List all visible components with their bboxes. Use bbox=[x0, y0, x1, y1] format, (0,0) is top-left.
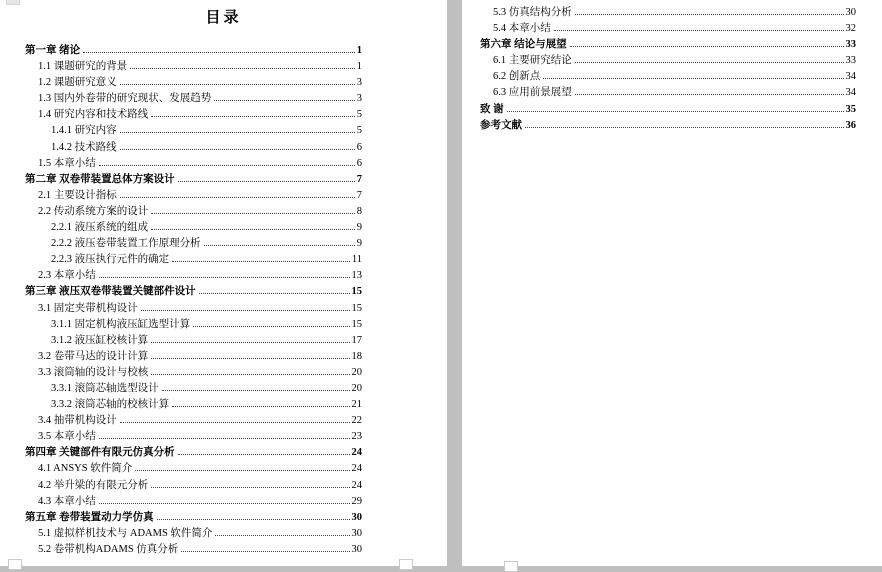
toc-entry-page-number: 30 bbox=[351, 527, 362, 539]
toc-entry[interactable] bbox=[480, 37, 856, 53]
toc-entry-text: 5.1 虚拟样机技术与 ADAMS 软件简介 bbox=[38, 527, 213, 539]
dot-leader bbox=[178, 453, 350, 455]
toc-entry-text: 5.2 卷带机构ADAMS 仿真分析 bbox=[38, 543, 179, 555]
toc-entry[interactable] bbox=[25, 494, 362, 510]
dot-leader bbox=[99, 276, 350, 278]
toc-entry-text: 1.4 研究内容和技术路线 bbox=[38, 109, 149, 121]
toc-entry-text: 第四章 关键部件有限元仿真分析 bbox=[25, 447, 175, 459]
dot-leader bbox=[543, 77, 843, 79]
toc-title[interactable]: 目录 bbox=[205, 10, 242, 26]
toc-entry-page-number: 15 bbox=[351, 318, 362, 330]
dot-leader bbox=[575, 61, 844, 63]
toc-entry[interactable] bbox=[25, 397, 362, 413]
toc-entry-page-number: 3 bbox=[356, 93, 362, 105]
toc-entry-page-number: 35 bbox=[845, 103, 856, 115]
toc-entry-page-number: 7 bbox=[356, 173, 362, 185]
toc-entry[interactable] bbox=[25, 204, 362, 220]
toc-entry-page-number: 8 bbox=[356, 205, 362, 217]
toc-entry-page-number: 23 bbox=[351, 431, 362, 443]
toc-entry-page-number: 34 bbox=[845, 71, 856, 83]
toc-entry-text: 1.4.2 技术路线 bbox=[51, 141, 117, 153]
toc-entry-page-number: 20 bbox=[351, 382, 362, 394]
dot-leader bbox=[151, 486, 349, 488]
toc-entry-page-number: 34 bbox=[845, 87, 856, 99]
dot-leader bbox=[83, 51, 355, 53]
toc-entry-text: 3.5 本章小结 bbox=[38, 431, 96, 443]
toc-list-left bbox=[0, 43, 447, 558]
dot-leader bbox=[575, 13, 844, 15]
toc-entry-page-number: 9 bbox=[356, 222, 362, 234]
toc-entry-page-number: 3 bbox=[356, 77, 362, 89]
toc-entry-text: 5.3 仿真结构分析 bbox=[493, 7, 572, 18]
toc-entry-text: 3.2 卷带马达的设计计算 bbox=[38, 350, 149, 362]
toc-entry-page-number: 15 bbox=[351, 286, 362, 298]
toc-entry-text: 2.2.2 液压卷带装置工作原理分析 bbox=[51, 238, 201, 250]
toc-entry[interactable] bbox=[480, 102, 856, 118]
dot-leader bbox=[181, 550, 349, 552]
dot-leader bbox=[575, 93, 844, 95]
toc-entry[interactable] bbox=[480, 69, 856, 85]
dot-leader bbox=[554, 29, 844, 31]
toc-entry-text: 3.3 滚筒轴的设计与校核 bbox=[38, 366, 149, 378]
toc-entry[interactable] bbox=[25, 188, 362, 204]
toc-entry[interactable] bbox=[25, 526, 362, 542]
toc-entry-page-number: 13 bbox=[351, 270, 362, 282]
dot-leader bbox=[178, 180, 355, 182]
toc-entry[interactable] bbox=[25, 317, 362, 333]
toc-entry-page-number: 30 bbox=[845, 7, 856, 18]
toc-entry[interactable] bbox=[25, 107, 362, 123]
toc-entry[interactable] bbox=[25, 478, 362, 494]
toc-entry-text: 致 谢 bbox=[480, 103, 504, 115]
toc-entry-text: 2.2 传动系统方案的设计 bbox=[38, 205, 149, 217]
toc-entry-text: 2.1 主要设计指标 bbox=[38, 189, 117, 201]
toc-entry-text: 1.3 国内外卷带的研究现状、发展趋势 bbox=[38, 93, 212, 105]
toc-entry-text: 3.1.1 固定机构液压缸选型计算 bbox=[51, 318, 191, 330]
page-margin-mark bbox=[6, 0, 20, 5]
page-margin-mark bbox=[8, 559, 22, 570]
dot-leader bbox=[120, 131, 355, 133]
dot-leader bbox=[193, 325, 349, 327]
toc-entry[interactable] bbox=[25, 59, 362, 75]
dot-leader bbox=[199, 292, 350, 294]
toc-entry[interactable] bbox=[480, 118, 856, 134]
toc-entry-text: 第三章 液压双卷带装置关键部件设计 bbox=[25, 286, 196, 298]
toc-entry[interactable] bbox=[25, 413, 362, 429]
document-page-right bbox=[462, 0, 882, 566]
toc-entry-page-number: 1 bbox=[356, 45, 362, 56]
toc-entry-page-number: 15 bbox=[351, 302, 362, 314]
toc-entry[interactable] bbox=[25, 91, 362, 107]
dot-leader bbox=[151, 341, 349, 343]
dot-leader bbox=[507, 110, 844, 112]
toc-entry[interactable] bbox=[25, 172, 362, 188]
dot-leader bbox=[99, 164, 355, 166]
toc-entry-text: 4.1 ANSYS 软件简介 bbox=[38, 463, 133, 475]
toc-entry-page-number: 18 bbox=[351, 350, 362, 362]
toc-entry-page-number: 30 bbox=[351, 543, 362, 555]
toc-entry-text: 2.3 本章小结 bbox=[38, 270, 96, 282]
toc-entry[interactable] bbox=[25, 252, 362, 268]
toc-entry[interactable] bbox=[25, 381, 362, 397]
toc-entry-page-number: 24 bbox=[351, 463, 362, 475]
toc-entry-text: 3.3.1 滚筒芯轴选型设计 bbox=[51, 382, 159, 394]
toc-entry-page-number: 1 bbox=[356, 61, 362, 73]
toc-entry-text: 3.1.2 液压缸校核计算 bbox=[51, 334, 149, 346]
dot-leader bbox=[151, 373, 349, 375]
toc-entry[interactable] bbox=[25, 140, 362, 156]
toc-entry[interactable] bbox=[25, 43, 362, 59]
toc-entry-text: 3.4 抽带机构设计 bbox=[38, 415, 117, 427]
toc-entry-page-number: 5 bbox=[356, 125, 362, 137]
dot-leader bbox=[162, 389, 350, 391]
toc-entry-page-number: 9 bbox=[356, 238, 362, 250]
toc-entry-text: 6.1 主要研究结论 bbox=[493, 55, 572, 67]
dot-leader bbox=[120, 148, 355, 150]
dot-leader bbox=[141, 309, 350, 311]
page-margin-mark bbox=[504, 561, 518, 572]
toc-entry-text: 6.2 创新点 bbox=[493, 71, 541, 83]
toc-entry[interactable] bbox=[480, 53, 856, 69]
toc-entry[interactable] bbox=[25, 542, 362, 558]
toc-entry[interactable] bbox=[25, 236, 362, 252]
dot-leader bbox=[525, 126, 844, 128]
toc-entry[interactable] bbox=[480, 85, 856, 101]
dot-leader bbox=[99, 437, 350, 439]
toc-entry-page-number: 5 bbox=[356, 109, 362, 121]
toc-entry-page-number: 6 bbox=[356, 157, 362, 169]
toc-entry[interactable] bbox=[25, 75, 362, 91]
dot-leader bbox=[151, 212, 355, 214]
toc-entry[interactable] bbox=[25, 445, 362, 461]
toc-entry-text: 1.4.1 研究内容 bbox=[51, 125, 117, 137]
dot-leader bbox=[214, 99, 355, 101]
toc-entry[interactable] bbox=[25, 349, 362, 365]
toc-list-right bbox=[462, 0, 882, 134]
dot-leader bbox=[157, 518, 350, 520]
toc-entry-page-number: 7 bbox=[356, 189, 362, 201]
toc-entry-text: 5.4 本章小结 bbox=[493, 23, 551, 35]
toc-entry-text: 1.2 课题研究意义 bbox=[38, 77, 117, 89]
dot-leader bbox=[135, 469, 349, 471]
toc-entry[interactable] bbox=[480, 21, 856, 37]
toc-entry-page-number: 30 bbox=[351, 511, 362, 523]
toc-entry[interactable] bbox=[25, 510, 362, 526]
dot-leader bbox=[172, 260, 350, 262]
toc-entry[interactable] bbox=[480, 5, 856, 21]
dot-leader bbox=[120, 421, 350, 423]
dot-leader bbox=[172, 405, 349, 407]
toc-entry-page-number: 6 bbox=[356, 141, 362, 153]
toc-entry[interactable] bbox=[25, 301, 362, 317]
toc-entry-page-number: 36 bbox=[845, 119, 856, 131]
toc-entry[interactable] bbox=[25, 461, 362, 477]
page-margin-mark bbox=[399, 559, 413, 570]
dot-leader bbox=[120, 196, 355, 198]
dot-leader bbox=[151, 228, 355, 230]
toc-entry-text: 4.2 举升梁的有限元分析 bbox=[38, 479, 149, 491]
toc-entry-text: 1.5 本章小结 bbox=[38, 157, 96, 169]
toc-entry-text: 2.2.1 液压系统的组成 bbox=[51, 222, 149, 234]
toc-entry[interactable] bbox=[25, 333, 362, 349]
toc-entry-page-number: 17 bbox=[351, 334, 362, 346]
dot-leader bbox=[120, 83, 355, 85]
toc-entry-page-number: 32 bbox=[845, 23, 856, 35]
toc-entry[interactable] bbox=[25, 284, 362, 300]
toc-entry-text: 4.3 本章小结 bbox=[38, 495, 96, 507]
toc-entry-page-number: 33 bbox=[845, 55, 856, 67]
toc-entry-page-number: 24 bbox=[351, 447, 362, 459]
toc-entry-text: 2.2.3 液压执行元件的确定 bbox=[51, 254, 170, 266]
toc-entry[interactable] bbox=[25, 156, 362, 172]
toc-entry-text: 第二章 双卷带装置总体方案设计 bbox=[25, 173, 175, 185]
toc-entry-page-number: 11 bbox=[351, 254, 362, 266]
toc-entry[interactable] bbox=[25, 268, 362, 284]
toc-entry-text: 3.1 固定夹带机构设计 bbox=[38, 302, 138, 314]
toc-entry[interactable] bbox=[25, 429, 362, 445]
toc-entry-text: 第一章 绪论 bbox=[25, 45, 81, 56]
toc-entry-text: 1.1 课题研究的背景 bbox=[38, 61, 128, 73]
toc-entry-text: 参考文献 bbox=[480, 119, 522, 131]
toc-entry-page-number: 24 bbox=[351, 479, 362, 491]
dot-leader bbox=[215, 534, 349, 536]
toc-entry-text: 第五章 卷带装置动力学仿真 bbox=[25, 511, 154, 523]
dot-leader bbox=[151, 357, 349, 359]
toc-entry-text: 第六章 结论与展望 bbox=[480, 39, 567, 51]
toc-entry-page-number: 20 bbox=[351, 366, 362, 378]
dot-leader bbox=[151, 115, 355, 117]
dot-leader bbox=[204, 244, 355, 246]
toc-entry-page-number: 22 bbox=[351, 415, 362, 427]
dot-leader bbox=[99, 502, 350, 504]
dot-leader bbox=[570, 45, 844, 47]
toc-entry[interactable] bbox=[25, 220, 362, 236]
toc-entry-text: 3.3.2 滚筒芯轴的校核计算 bbox=[51, 399, 170, 411]
toc-entry-text: 6.3 应用前景展望 bbox=[493, 87, 572, 99]
dot-leader bbox=[130, 67, 355, 69]
toc-entry-page-number: 33 bbox=[845, 39, 856, 51]
toc-entry[interactable] bbox=[25, 365, 362, 381]
toc-entry-page-number: 29 bbox=[351, 495, 362, 507]
toc-entry[interactable] bbox=[25, 123, 362, 139]
toc-entry-page-number: 21 bbox=[351, 399, 362, 411]
